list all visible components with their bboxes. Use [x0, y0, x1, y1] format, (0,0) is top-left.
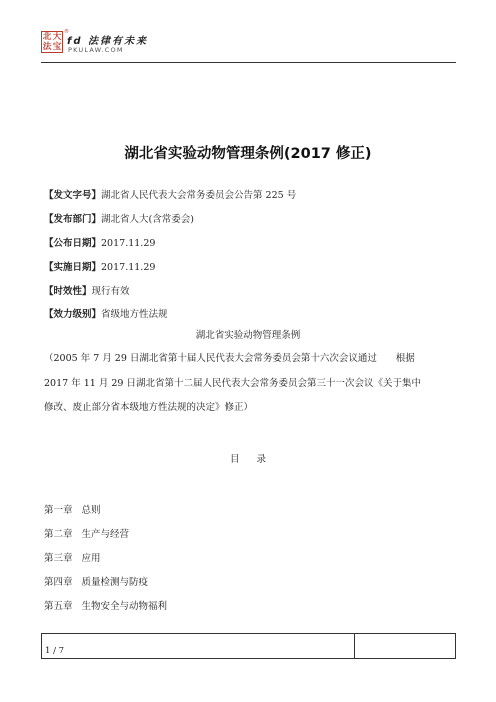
preamble-line: （2005 年 7 月 29 日湖北省第十届人民代表大会常务委员会第十六次会议通过 根据: [44, 353, 415, 364]
brand-url: PKULAW.COM: [68, 46, 124, 54]
footer-divider: [354, 634, 355, 658]
logo-char: 北: [42, 32, 52, 42]
toc-item: 第四章 质量检测与防疫: [44, 577, 149, 588]
pkulaw-logo: [41, 31, 63, 53]
meta-key: 【发布部门】: [44, 214, 102, 225]
logo-char: 法: [42, 42, 52, 52]
registered-mark: ®: [64, 29, 69, 35]
brand-slogan: fd 法律有未来: [67, 36, 148, 47]
logo-char: 宝: [52, 42, 62, 52]
meta-value: 湖北省人民代表大会常务委员会公告第 225 号: [101, 190, 297, 201]
meta-validity: [44, 283, 130, 297]
meta-key: 【实施日期】: [44, 262, 102, 273]
meta-value: 省级地方性法规: [101, 309, 168, 320]
meta-publish-date: [44, 235, 155, 249]
preamble-line: 2017 年 11 月 29 日湖北省第十二届人民代表大会常务委员会第三十一次会议《关于集中: [44, 378, 421, 389]
logo-char: 大: [52, 32, 62, 42]
meta-key: 【效力级别】: [44, 309, 102, 320]
toc-heading: 目 录: [229, 454, 267, 465]
regulation-name: 湖北省实验动物管理条例: [195, 330, 301, 341]
meta-key: 【时效性】: [44, 286, 92, 297]
page-number: 1 / 7: [45, 646, 65, 656]
meta-level: [44, 306, 168, 320]
meta-issuing-dept: [44, 211, 194, 225]
meta-value: 现行有效: [91, 286, 130, 297]
meta-value: 2017.11.29: [101, 238, 156, 249]
meta-doc-number: [44, 187, 296, 201]
meta-key: 【公布日期】: [44, 238, 102, 249]
meta-value: 2017.11.29: [101, 262, 156, 273]
meta-key: 【发文字号】: [44, 190, 102, 201]
document-header: [41, 31, 456, 64]
toc-item: 第五章 生物安全与动物福利: [44, 601, 168, 612]
toc-item: 第三章 应用: [44, 553, 101, 564]
meta-value: 湖北省人大(含常委会): [101, 214, 194, 225]
header-divider: [41, 62, 456, 63]
meta-effective-date: [44, 259, 155, 273]
page-footer: [41, 633, 456, 659]
toc-item: 第二章 生产与经营: [44, 529, 130, 540]
document-title: 湖北省实验动物管理条例(2017 修正): [124, 146, 372, 162]
toc-item: 第一章 总则: [44, 505, 101, 516]
preamble-line: 修改、废止部分省本级地方性法规的决定》修正）: [44, 402, 254, 413]
